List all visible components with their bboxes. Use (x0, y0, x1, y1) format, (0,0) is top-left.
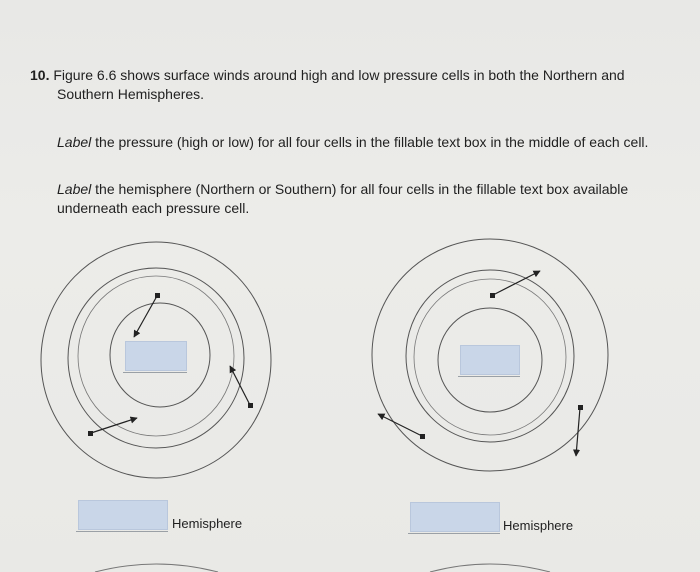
left-wind-arrow-bottom (88, 418, 137, 436)
question-text-line1: Figure 6.6 shows surface winds around high and low pressure cells in both the Northern and (53, 67, 625, 83)
right-hemisphere-underline (408, 533, 500, 534)
left-hemisphere-underline (76, 531, 168, 532)
left-pressure-input[interactable] (125, 341, 187, 371)
right-hemisphere-input[interactable] (410, 502, 500, 532)
question-text-line2: Southern Hemispheres. (57, 86, 205, 102)
right-pressure-input[interactable] (460, 345, 520, 375)
instruction-pressure-text: the pressure (high or low) for all four cells in the fillable text box in the middle of each cell. (91, 134, 649, 150)
left-hemisphere-label: Hemisphere (172, 516, 243, 531)
left-hemisphere-input[interactable] (78, 500, 168, 530)
right-wind-arrow-top (490, 271, 540, 298)
right-wind-arrow-left (378, 414, 425, 439)
next-cell-right-partial (430, 564, 550, 572)
left-wind-arrow-top (134, 293, 160, 337)
question-number: 10. (30, 67, 50, 83)
right-hemisphere-label: Hemisphere (503, 518, 574, 533)
next-cell-left-partial (95, 564, 218, 572)
left-pressure-underline (123, 372, 187, 373)
right-pressure-underline (458, 376, 520, 377)
instruction-pressure-label: Label (57, 134, 92, 150)
instruction-hemisphere-label: Label (57, 181, 92, 197)
instruction-hemisphere-text2: underneath each pressure cell. (57, 200, 250, 216)
instruction-hemisphere-text: the hemisphere (Northern or Southern) for all four cells in the fillable text box available (91, 181, 629, 197)
